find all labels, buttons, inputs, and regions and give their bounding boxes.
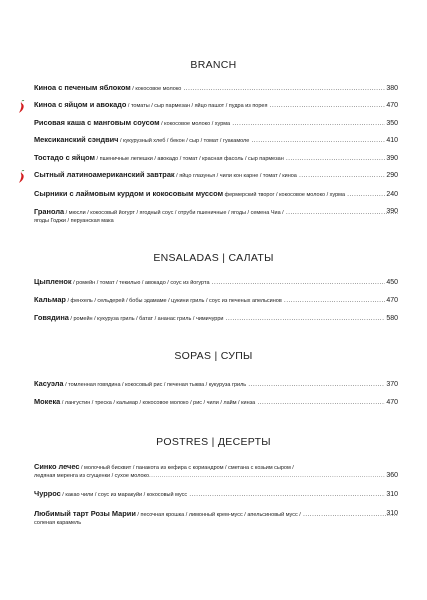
- item-name: Сырники с лаймовым курдом и кокосовым муссом: [34, 190, 224, 198]
- item-price: 310: [386, 491, 398, 498]
- item-desc: / яйцо глазунья / чили кон карне / томат / киноа: [174, 173, 297, 179]
- item-desc: / кукурузный хлеб / бекон / сыр / томат / гуакамоле: [118, 138, 250, 144]
- item-desc: / ромейн / кукуруза гриль / батат / ананас гриль / чимичурри: [68, 316, 224, 322]
- menu-item: [34, 101, 398, 110]
- section-title-sopas: SOPAS | СУПЫ: [174, 350, 253, 362]
- item-price: 290: [386, 172, 398, 179]
- item-price: 470: [386, 297, 398, 304]
- item-price: 310: [386, 510, 398, 517]
- item-name: Говядина: [34, 314, 69, 322]
- menu-item: [34, 84, 398, 93]
- menu-item: [34, 463, 398, 480]
- item-price: 580: [386, 315, 398, 322]
- item-name: Мокека: [34, 398, 61, 406]
- item-price: 470: [386, 102, 398, 109]
- item-desc: / песочная крошка / лимонный крем-мусс / апельсиновый мусс /: [135, 512, 301, 518]
- item-desc: / какао чили / соус из маракуйи / кокосовый мусс: [60, 492, 188, 498]
- item-price: 380: [386, 85, 398, 92]
- item-desc: / фенхель / сельдерей / бобы эдамаме / цукини гриль / соус из печеных апельсинов: [65, 298, 282, 304]
- menu-item: [34, 380, 398, 389]
- item-desc: / томаты / сыр пармезан / яйцо пашот / пудра из порея: [126, 103, 268, 109]
- item-name: Любимый тарт Розы Марии: [34, 510, 136, 518]
- item-desc: фермерский творог / кокосовое молоко / хурма: [223, 192, 346, 198]
- item-name: Чуррос: [34, 490, 61, 498]
- item-name: Гранола: [34, 208, 65, 216]
- item-name: Цыпленок: [34, 278, 72, 286]
- menu-item: [34, 314, 398, 323]
- item-name: Тостадо с яйцом: [34, 154, 96, 162]
- item-price: 370: [386, 381, 398, 388]
- item-name: Рисовая каша с манговым соусом: [34, 119, 160, 127]
- item-desc-continued: ледяная меренга из сгущенки / сухое молоко: [34, 473, 150, 479]
- item-name: Кальмар: [34, 296, 66, 304]
- menu-item: [34, 510, 398, 527]
- item-desc-continued: соленая карамель: [34, 520, 82, 526]
- item-name: Киноа с яйцом и авокадо: [34, 101, 127, 109]
- item-desc: / мюсли / кокосовый йогурт / ягодный соус / отруби пшеничные / ягоды / семена Чиа /: [64, 210, 284, 216]
- item-name: Мексиканский сэндвич: [34, 136, 119, 144]
- section-title-branch: BRANCH: [190, 59, 237, 71]
- menu-item: [34, 119, 398, 128]
- menu-item: [34, 171, 398, 180]
- item-desc: / пшеничные лепешки / авокадо / томат / красная фасоль / сыр пармезан: [95, 156, 284, 162]
- item-price: 390: [386, 155, 398, 162]
- item-price: 410: [386, 137, 398, 144]
- item-price: 450: [386, 279, 398, 286]
- item-price: 390: [386, 208, 398, 215]
- item-name: Синко лечес: [34, 463, 80, 471]
- item-price: 470: [386, 399, 398, 406]
- item-name: Сытный латиноамериканский завтрак: [34, 171, 175, 179]
- section-title-ensaladas: ENSALADAS | САЛАТЫ: [153, 252, 274, 264]
- menu-item: [34, 490, 398, 499]
- menu-item: [34, 398, 398, 407]
- item-price: 360: [386, 472, 398, 479]
- menu-item: [34, 136, 398, 145]
- item-name: Киноа с печеным яблоком: [34, 84, 131, 92]
- item-name: Касуэла: [34, 380, 64, 388]
- chili-pepper-icon: [17, 100, 27, 114]
- item-desc: / кокосовое молоко: [130, 86, 182, 92]
- item-desc: / кокосовое молоко / хурма: [159, 121, 231, 127]
- menu-item: [34, 296, 398, 305]
- item-desc-continued: ягоды Годжи / перуанская мака: [34, 218, 114, 224]
- menu-item: [34, 190, 398, 199]
- item-desc: / томленная говядина / кокосовый рис / печеная тыква / кукуруза гриль: [63, 382, 247, 388]
- item-desc: / молочный бисквит / панакота из кефира с кориандром / сметана с козьим сыром /: [79, 465, 294, 471]
- menu-item: [34, 278, 398, 287]
- item-desc: / ромейн / томат / текилью / авокадо / соус из йогурта: [71, 280, 210, 286]
- menu-item: [34, 154, 398, 163]
- section-title-postres: POSTRES | ДЕСЕРТЫ: [156, 436, 271, 448]
- item-price: 240: [386, 191, 398, 198]
- menu-item: [34, 208, 398, 225]
- chili-pepper-icon: [17, 170, 27, 184]
- item-desc: / лангустин / треска / кальмар / кокосовое молоко / рис / чили / лайм / кинза: [60, 400, 256, 406]
- item-price: 350: [386, 120, 398, 127]
